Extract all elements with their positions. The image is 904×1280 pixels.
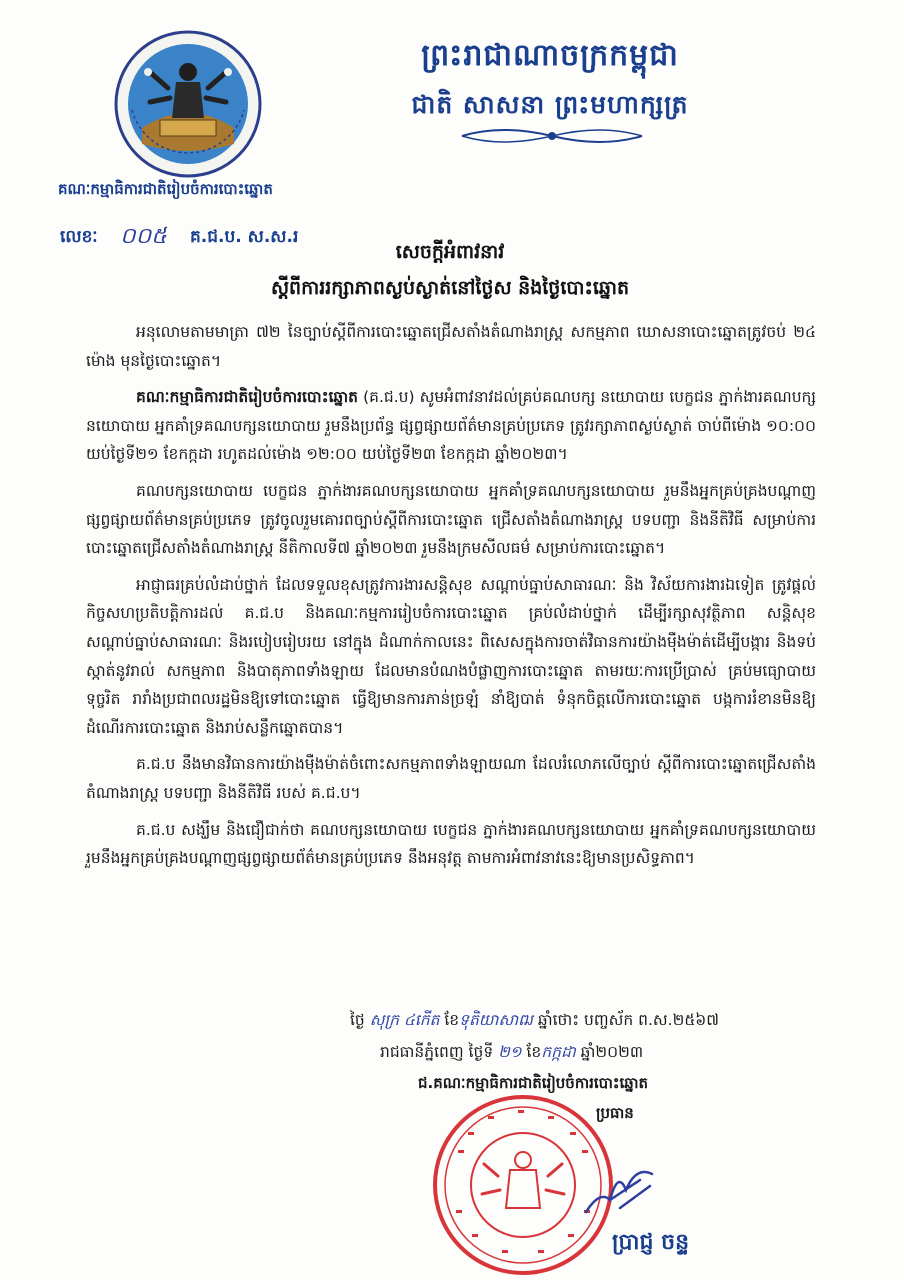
paragraph: គ.ជ.ប សង្ឃឹម និងជឿជាក់ថា គណបក្សនយោបាយ បេក្ខជន ភ្នាក់ងារគណបក្សនយោបាយ អ្នកគាំទ្រគណបក្សនយោបាយ រួមនឹងអ្នកគ្រប់គ្រងបណ្តាញផ្សព្វផ្សាយព័ត៌មានគ្រប់ប្រភេទ នឹងអនុវត្ត តាមការអំពាវនាវនេះឱ្យមានប្រសិទ្ធភាព។ (86, 820, 816, 868)
national-motto: ជាតិ សាសនា ព្រះមហាក្សត្រ (411, 90, 689, 119)
organization-name: គណៈកម្មាធិការជាតិរៀបចំការបោះឆ្នោត (58, 180, 273, 198)
title-line-1: សេចក្តីអំពាវនាវ (395, 241, 505, 263)
signer-name: ប្រាជ្ញ ចន្ទ (612, 1230, 690, 1255)
reference-handwritten-number: ០០៥ (120, 224, 167, 249)
lunar-date: ថ្ងៃ សុក្រ ៤កើត ខែទុតិយាសាឍ ឆ្នាំថោះ បញ្ចស័ក ព.ស.២៥៦៧ (350, 1011, 720, 1029)
paragraph: គណៈកម្មាធិការជាតិរៀបចំការបោះឆ្នោត (គ.ជ.ប) សូមអំពាវនាវដល់គ្រប់គណបក្ស នយោបាយ បេក្ខជន ភ្នាក់ងារគណបក្សនយោបាយ អ្នកគាំទ្រគណបក្សនយោបាយ រួមនឹងប្រព័ន្ធ ផ្សព្វផ្សាយព័ត៌មានគ្រប់ប្រភេទ ត្រូវរក្សាភាពស្ងប់ស្ងាត់ ចាប់ពីម៉ោង ១០:០០ យប់ថ្ងៃទី២១ ខែកក្កដា រហូតដល់ម៉ោង ១២:០០ យប់ថ្ងៃទី២៣ ខែកក្កដា ឆ្នាំ២០២៣។ (86, 388, 816, 464)
document-body (86, 318, 816, 881)
paragraph: អនុលោមតាមមាត្រា ៧២ នៃច្បាប់ស្តីពីការបោះឆ្នោតជ្រើសតាំងតំណាងរាស្ត្រ សកម្មភាព ឃោសនាបោះឆ្នោតត្រូវចប់ ២៤ ម៉ោង មុនថ្ងៃបោះឆ្នោត។ (86, 323, 816, 370)
handwritten-lunar-day: សុក្រ ៤កើត (369, 1011, 440, 1029)
kingdom-name: ព្រះរាជាណាចក្រកម្ពុជា (421, 38, 679, 73)
reference-label: លេខៈ (60, 227, 98, 247)
handwritten-lunar-month: ទុតិយាសាឍ (459, 1011, 533, 1029)
solar-date: រាជធានីភ្នំពេញ ថ្ងៃទី ២១ ខែកក្កដា ឆ្នាំ២០២៣ (380, 1043, 644, 1061)
paragraph: គណបក្សនយោបាយ បេក្ខជន ភ្នាក់ងារគណបក្សនយោបាយ អ្នកគាំទ្រគណបក្សនយោបាយ រួមនឹងអ្នកគ្រប់គ្រងបណ្តាញផ្សព្វផ្សាយព័ត៌មានគ្រប់ប្រភេទ ត្រូវចូលរួមគោរពច្បាប់ស្តីពីការបោះឆ្នោត ជ្រើសតាំងតំណាងរាស្ត្រ បទបញ្ជា និងនីតិវិធី សម្រាប់ការបោះឆ្នោតជ្រើសតាំងតំណាងរាស្ត្រ នីតិកាលទី៧ ឆ្នាំ២០២៣ រួមនឹងក្រមសីលធម៌ សម្រាប់ការបោះឆ្នោត។ (86, 481, 816, 558)
document-title (120, 240, 780, 304)
signer-organization: ជ.គណៈកម្មាធិការជាតិរៀបចំការបោះឆ្នោត (418, 1074, 649, 1092)
handwritten-day: ២១ (498, 1043, 522, 1061)
signer-title: ប្រធាន (596, 1104, 634, 1122)
handwritten-month: កក្កដា (541, 1043, 576, 1061)
kingdom-header (340, 36, 760, 126)
tackteng-ornament (452, 122, 652, 150)
paragraph: គ.ជ.ប នឹងមានវិធានការយ៉ាងម៉ឺងម៉ាត់ចំពោះសកម្មភាពទាំងឡាយណា ដែលរំលោភលើច្បាប់ ស្តីពីការបោះឆ្នោតជ្រើសតាំងតំណាងរាស្ត្រ បទបញ្ជា និងនីតិវិធី របស់ គ.ជ.ប។ (86, 755, 816, 802)
handwritten-signature (580, 1160, 660, 1220)
nec-emblem-logo (112, 28, 264, 180)
reference-code: គ.ជ.ប. ស.ស.រ (190, 227, 299, 247)
bold-org-name: គណៈកម្មាធិការជាតិរៀបចំការបោះឆ្នោត (136, 388, 359, 407)
paragraph: អាជ្ញាធរគ្រប់លំដាប់ថ្នាក់ ដែលទទួលខុសត្រូវការងារសន្តិសុខ សណ្តាប់ធ្នាប់សាធារណៈ និង វិស័យការងារឯទៀត ត្រូវផ្តល់កិច្ចសហប្រតិបត្តិការដល់ គ.ជ.ប និងគណៈកម្មការរៀបចំការបោះឆ្នោត គ្រប់លំដាប់ថ្នាក់ ដើម្បីរក្សាសុវត្ថិភាព សន្តិសុខ សណ្តាប់ធ្នាប់សាធារណៈ និងរបៀបរៀបរយ នៅក្នុង ដំណាក់កាលនេះ ពិសេសក្នុងការចាត់វិធានការយ៉ាងម៉ឺងម៉ាត់ដើម្បីបង្ការ និងទប់ស្កាត់នូវរាល់ សកម្មភាព និងបាតុភាពទាំងឡាយ ដែលមានបំណងបំផ្លាញការបោះឆ្នោត តាមរយៈការប្រើប្រាស់ គ្រប់មធ្យោបាយទុច្ចរិត រារាំងប្រជាពលរដ្ឋមិនឱ្យទៅបោះឆ្នោត ធ្វើឱ្យមានការភាន់ច្រឡំ នាំឱ្យបាត់ ទំនុកចិត្តលើការបោះឆ្នោត បង្កការរំខានមិនឱ្យដំណើរការបោះឆ្នោត និងរាប់សន្លឹកឆ្នោតបាន។ (86, 575, 816, 737)
title-line-2: ស្តីពីការរក្សាភាពស្ងប់ស្ងាត់នៅថ្ងៃស និងថ្ងៃបោះឆ្នោត (270, 277, 630, 299)
